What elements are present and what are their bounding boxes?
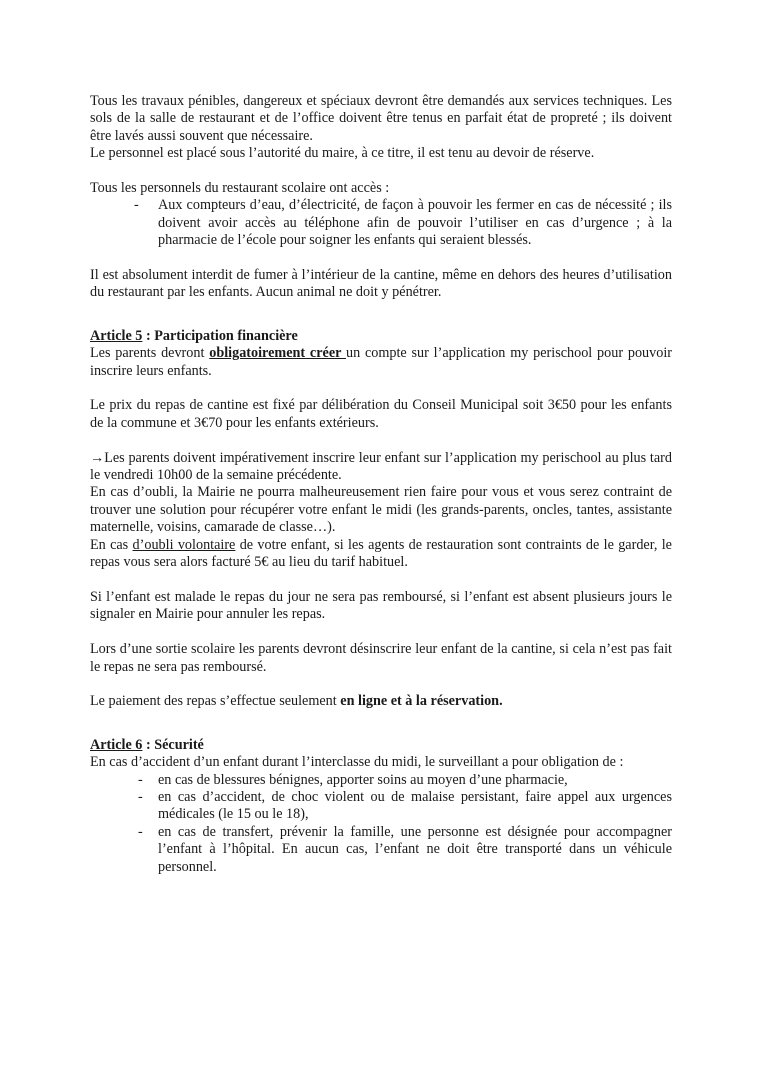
intro-paragraph-personnel: Le personnel est placé sous l’autorité du maire, à ce titre, il est tenu au devoir de réserve. [90, 145, 595, 162]
list-item: - en cas d’accident, de choc violent ou de malaise persistant, faire appel aux urgences médicales (le 15 ou le 18), [138, 788, 672, 823]
dash-bullet: - [134, 197, 139, 214]
article6-paragraph-obligation: En cas d’accident d’un enfant durant l’interclasse du midi, le surveillant a pour obligation de : [90, 754, 624, 771]
intro-paragraph-services: Tous les travaux pénibles, dangereux et spéciaux devront être demandés aux services techniques. Les sols de la salle de restaurant et de l’office doivent être tenus en parfait état de propreté ; ils doivent être lavés aussi souvent que nécessaire. [90, 93, 672, 144]
article5-paragraph-malade: Si l’enfant est malade le repas du jour ne sera pas remboursé, si l’enfant est absent plusieurs jours le signaler en Mairie pour annuler les repas. [90, 588, 672, 623]
list-item: - en cas de blessures bénignes, apporter soins au moyen d’une pharmacie, [138, 771, 568, 788]
article5-paragraph-sortie: Lors d’une sortie scolaire les parents devront désinscrire leur enfant de la cantine, si cela n’est pas fait le repas ne sera pas remboursé. [90, 641, 672, 675]
dash-bullet: - [138, 771, 143, 788]
dash-bullet: - [138, 788, 143, 805]
arrow-icon: → [90, 449, 105, 466]
intro-paragraph-acces: Tous les personnels du restaurant scolaire ont accès : [90, 180, 390, 197]
article5-paragraph-oubli-volontaire: En cas d’oubli volontaire de votre enfant, si les agents de restauration sont contraints de le garder, le repas vous sera alors facturé 5€ au lieu du tarif habituel. [90, 536, 672, 571]
intro-paragraph-fumer: Il est absolument interdit de fumer à l’intérieur de la cantine, même en dehors des heures d’utilisation du restaurant par les enfants. Aucun animal ne doit y pénétrer. [90, 267, 672, 301]
article6-heading: Article 6 : Sécurité [90, 736, 204, 753]
page-content [90, 93, 672, 876]
article5-paragraph-prix: Le prix du repas de cantine est fixé par délibération du Conseil Municipal soit 3€50 pour les enfants de la commune et 3€70 pour les enfants extérieurs. [90, 397, 672, 431]
article5-paragraph-compte: Les parents devront obligatoirement créer un compte sur l’application my perischool pour pouvoir inscrire leurs enfants. [90, 345, 672, 379]
article5-paragraph-inscription: →Les parents doivent impérativement inscrire leur enfant sur l’application my perischool au plus tard le vendredi 10h00 de la semaine précédente. [90, 449, 672, 484]
article5-heading: Article 5 : Participation financière [90, 327, 298, 344]
article5-paragraph-paiement: Le paiement des repas s’effectue seulement en ligne et à la réservation. [90, 693, 503, 710]
acces-list [90, 197, 672, 249]
securite-list [90, 772, 672, 876]
article5-paragraph-oubli: En cas d’oubli, la Mairie ne pourra malheureusement rien faire pour vous et vous serez contraint de trouver une solution pour récupérer votre enfant le midi (les grands-parents, oncles, tantes, assistante maternelle, voisins, camarade de classe…). [90, 484, 672, 536]
dash-bullet: - [138, 823, 143, 840]
list-item: - en cas de transfert, prévenir la famille, une personne est désignée pour accompagner l’enfant à l’hôpital. En aucun cas, l’enfant ne doit être transporté dans un véhicule personnel. [138, 823, 672, 875]
list-item: - Aux compteurs d’eau, d’électricité, de façon à pouvoir les fermer en cas de nécessité ; ils doivent avoir accès au téléphone afin de pouvoir l’utiliser en cas d’urgence ; à la pharmacie de l’école pour soigner les enfants qui seraient blessés. [134, 197, 672, 249]
